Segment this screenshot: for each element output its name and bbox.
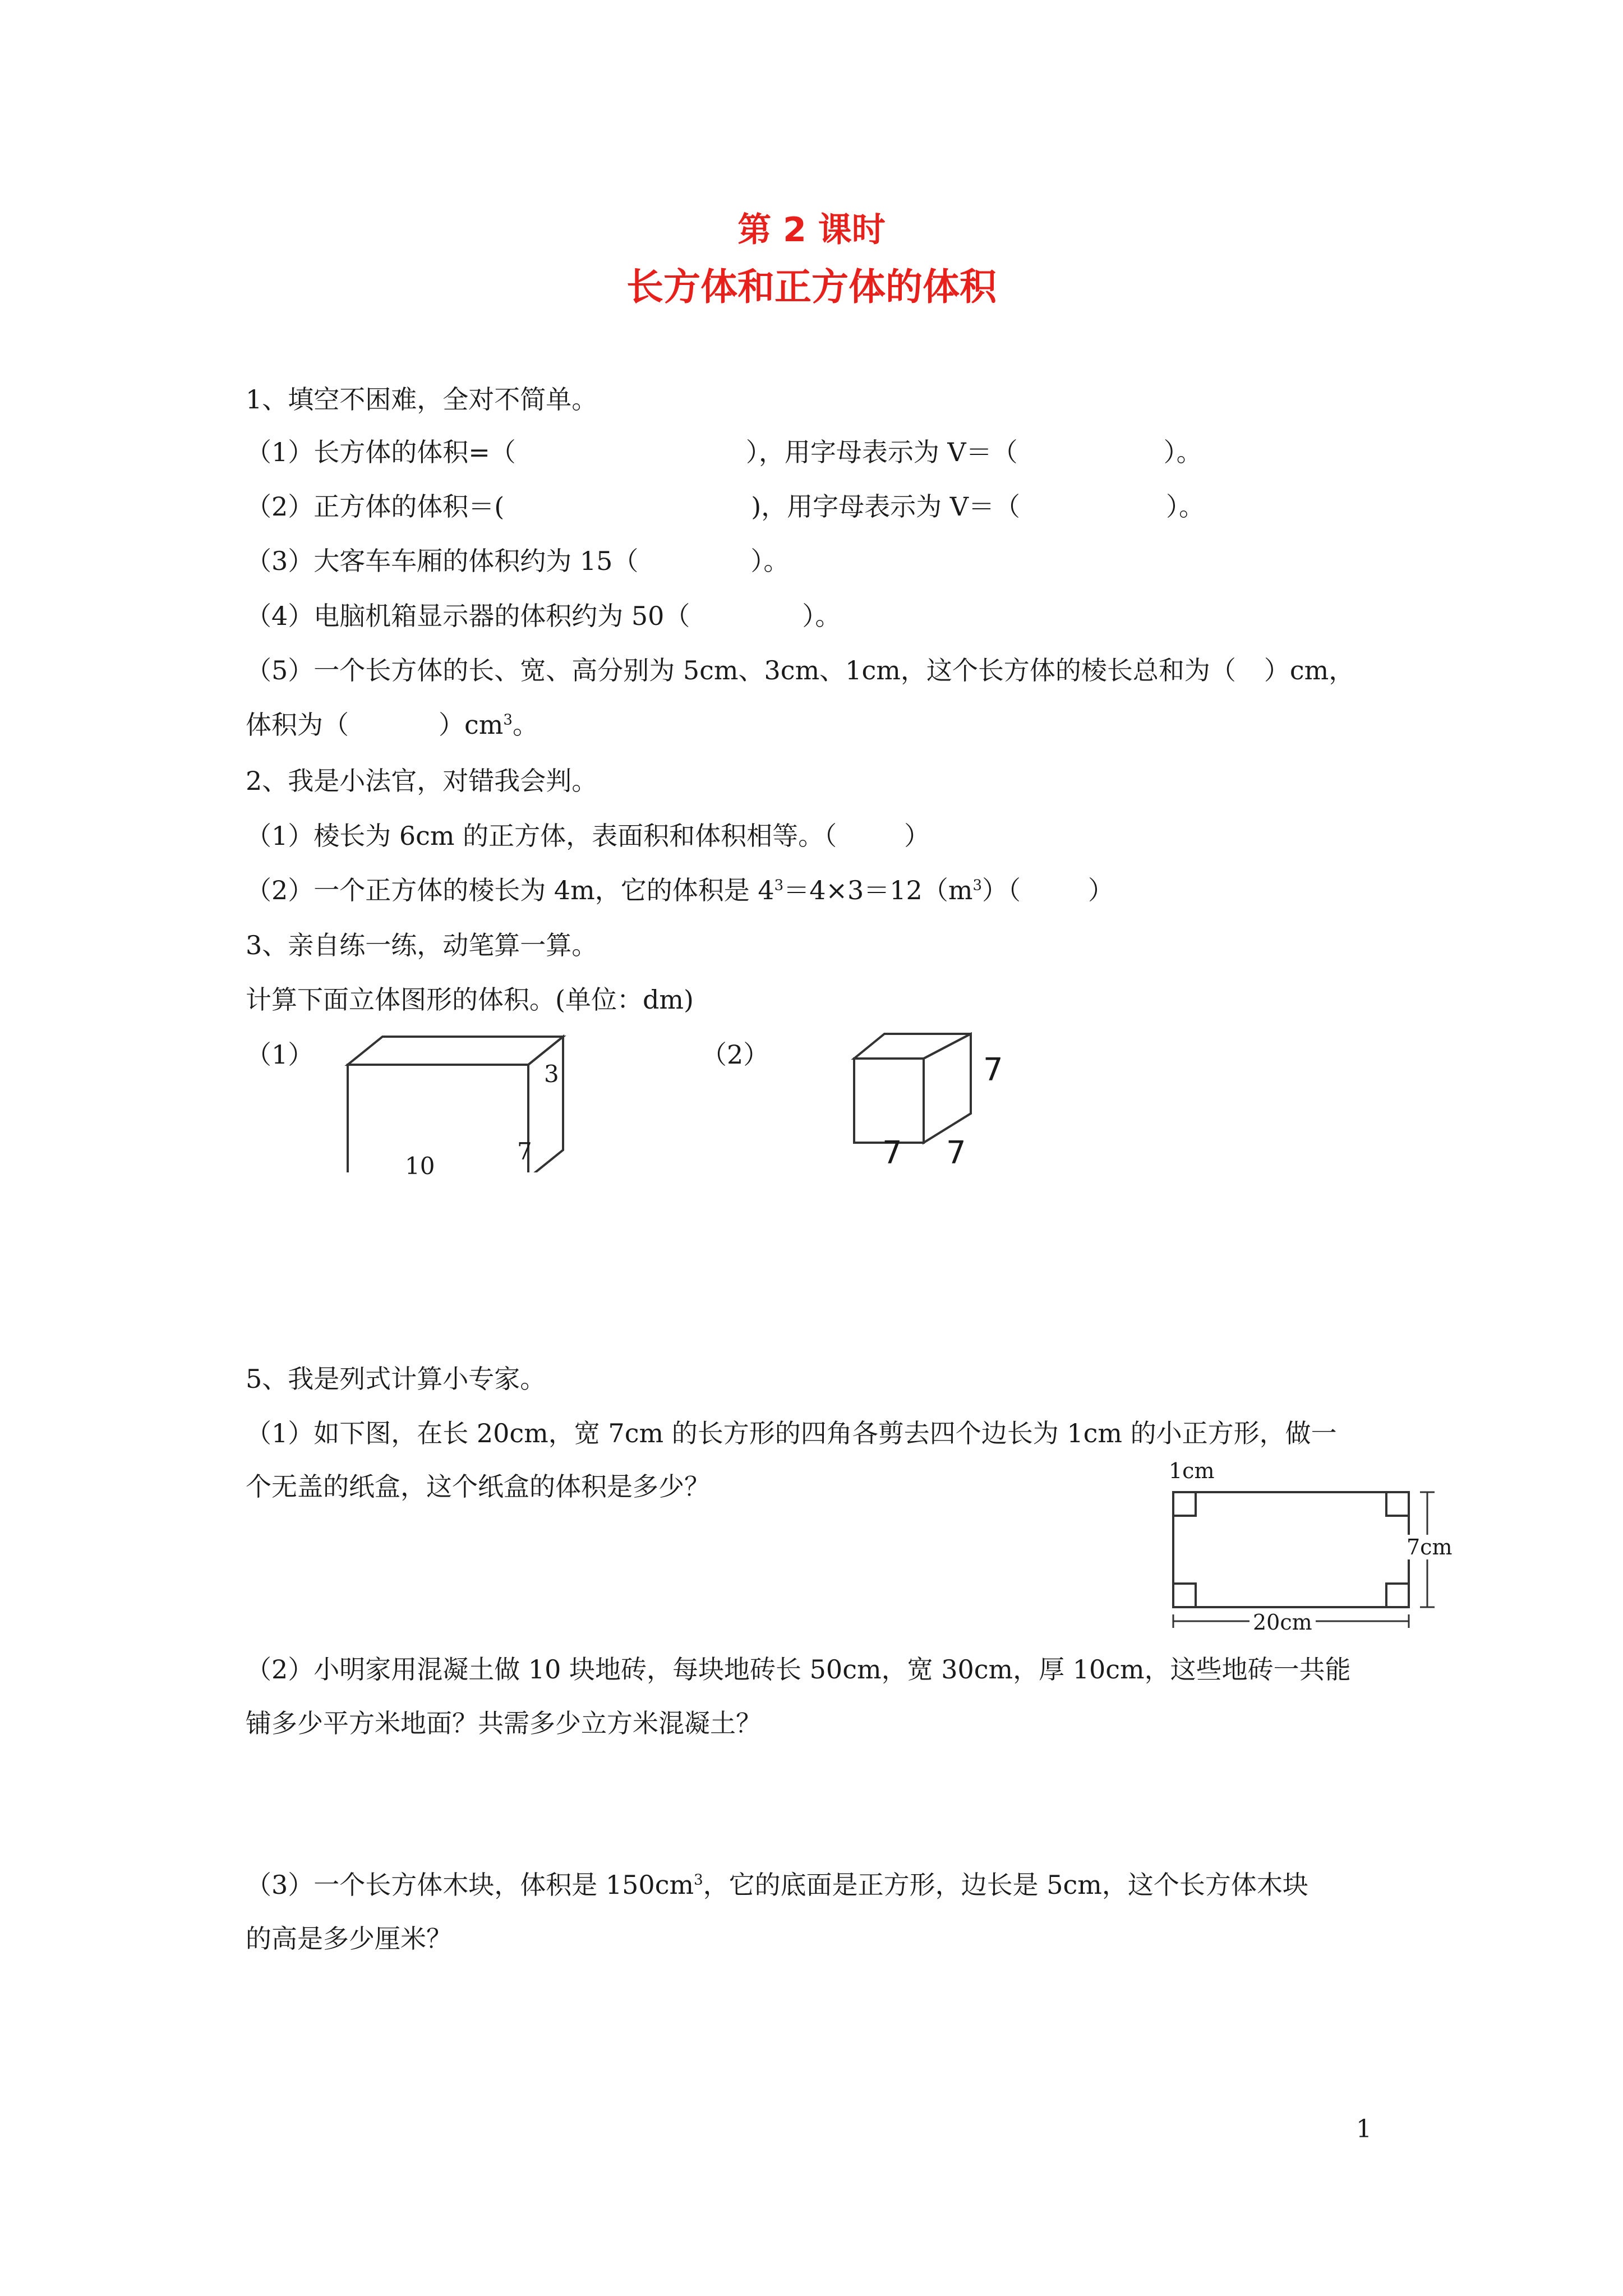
q1-heading: 1、填空不困难，全对不简单。 bbox=[246, 384, 598, 415]
q2-item2-text-c: ）（ bbox=[982, 875, 1021, 905]
q1-item5-text-b: ）cm， bbox=[1264, 655, 1355, 685]
q1-item5-text-a: （5）一个长方体的长、宽、高分别为 5cm、3cm、1cm，这个长方体的棱长总和为（ bbox=[246, 655, 1236, 685]
cuboid-height-label: 3 bbox=[544, 1060, 559, 1088]
q1-item5-text-e: 。 bbox=[512, 710, 538, 740]
q2-item2-sup1: 3 bbox=[774, 877, 784, 894]
q1-item2-text-c: ）。 bbox=[1166, 491, 1205, 522]
q1-item2 bbox=[246, 490, 1205, 523]
cube-labels bbox=[844, 1024, 1012, 1181]
q2-item1-text-b: ） bbox=[904, 821, 930, 851]
q2-item1-text-a: （1）棱长为 6cm 的正方体，表面积和体积相等。（ bbox=[246, 821, 837, 851]
cuboid-length-label: 10 bbox=[405, 1152, 435, 1180]
q5-item3-text-b: ，它的底面是正方形，边长是 5cm，这个长方体木块 bbox=[703, 1870, 1308, 1900]
cube-dim-label-left: 7 bbox=[882, 1135, 902, 1171]
q1-item5 bbox=[246, 654, 1354, 687]
q5-item3-text-a: （3）一个长方体木块，体积是 150cm bbox=[246, 1870, 694, 1900]
q3-figure2-label: （2） bbox=[701, 1039, 769, 1070]
paper-box-labels bbox=[1144, 1458, 1458, 1649]
q5-item2-line1: （2）小明家用混凝土做 10 块地砖，每块地砖长 50cm，宽 30cm，厚 10cm，这些地砖一共能 bbox=[246, 1654, 1351, 1685]
cube-dim-label-middle: 7 bbox=[946, 1135, 966, 1171]
q1-item1-text-c: ）。 bbox=[1163, 437, 1202, 467]
q2-heading: 2、我是小法官，对错我会判。 bbox=[246, 766, 598, 796]
q3-figure1-label: （1） bbox=[246, 1039, 314, 1070]
q2-item1 bbox=[246, 819, 930, 853]
length-size-label: 20cm bbox=[1249, 1610, 1316, 1635]
q1-item5-text-c: 体积为（ bbox=[246, 710, 349, 740]
q1-item4 bbox=[246, 599, 841, 633]
q1-item1 bbox=[246, 435, 1202, 469]
q5-item1-line2: 个无盖的纸盒，这个纸盒的体积是多少？ bbox=[246, 1471, 710, 1502]
page-number: 1 bbox=[1356, 2115, 1372, 2143]
q1-item3-text-a: （3）大客车车厢的体积约为 15（ bbox=[246, 546, 639, 576]
q1-item5-superscript: 3 bbox=[503, 711, 513, 729]
cuboid-width-label: 7 bbox=[517, 1138, 532, 1165]
q5-item3-superscript: 3 bbox=[694, 1871, 703, 1889]
q2-item2 bbox=[246, 873, 1114, 907]
q1-item3 bbox=[246, 544, 789, 578]
q1-item5-cont bbox=[246, 708, 538, 742]
q5-item1-line1: （1）如下图，在长 20cm，宽 7cm 的长方形的四角各剪去四个边长为 1cm 的小正方形，做一 bbox=[246, 1418, 1337, 1448]
q1-item2-text-b: )，用字母表示为 V＝（ bbox=[751, 491, 1021, 522]
q1-item3-text-b: ）。 bbox=[750, 546, 790, 576]
q5-item3-line2: 的高是多少厘米？ bbox=[246, 1924, 452, 1954]
q1-item5-text-d: ）cm bbox=[439, 710, 504, 740]
lesson-number: 第 2 课时 bbox=[737, 210, 886, 250]
corner-size-label: 1cm bbox=[1169, 1458, 1215, 1483]
cuboid-labels bbox=[336, 1027, 594, 1195]
q5-heading: 5、我是列式计算小专家。 bbox=[246, 1364, 546, 1394]
q2-item2-text-d: ） bbox=[1088, 875, 1114, 905]
q2-item2-sup2: 3 bbox=[972, 877, 982, 894]
q1-item1-text-b: ），用字母表示为 V＝（ bbox=[745, 437, 1018, 467]
q1-item4-text-a: （4）电脑机箱显示器的体积约为 50（ bbox=[246, 601, 690, 631]
q1-item1-text-a: （1）长方体的体积=（ bbox=[246, 437, 516, 467]
q3-heading: 3、亲自练一练，动笔算一算。 bbox=[246, 930, 598, 960]
height-size-label: 7cm bbox=[1407, 1535, 1453, 1559]
q5-item3-line1 bbox=[246, 1868, 1308, 1902]
q5-item2-line2: 铺多少平方米地面？共需多少立方米混凝土？ bbox=[246, 1708, 762, 1738]
lesson-title: 长方体和正方体的体积 bbox=[626, 265, 997, 309]
q3-instruction: 计算下面立体图形的体积。(单位：dm) bbox=[246, 984, 694, 1015]
q1-item4-text-b: ）。 bbox=[802, 601, 841, 631]
cube-dim-label-right: 7 bbox=[983, 1052, 1003, 1088]
q1-item2-text-a: （2）正方体的体积＝( bbox=[246, 491, 505, 522]
q2-item2-text-a: （2）一个正方体的棱长为 4m，它的体积是 4 bbox=[246, 875, 774, 905]
q2-item2-text-b: ＝4×3＝12（m bbox=[783, 875, 973, 905]
